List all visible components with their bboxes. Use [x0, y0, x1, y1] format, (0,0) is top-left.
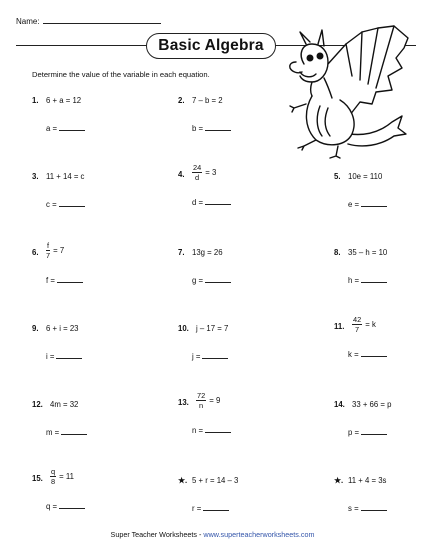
- fraction: [50, 468, 56, 486]
- problem-number: 15.: [32, 474, 43, 483]
- denominator: d: [195, 173, 200, 183]
- equation: 13g = 26: [192, 248, 223, 257]
- answer-blank[interactable]: [361, 503, 387, 511]
- equation: 6 + a = 12: [46, 96, 82, 105]
- answer-label: h =: [348, 276, 360, 285]
- numerator: q: [51, 467, 56, 476]
- answer-line[interactable]: [46, 427, 87, 437]
- answer-blank[interactable]: [57, 275, 83, 283]
- answer-line[interactable]: [46, 501, 85, 511]
- answer-label: p =: [348, 428, 360, 437]
- name-blank[interactable]: [43, 15, 161, 24]
- answer-line[interactable]: [192, 197, 231, 207]
- answer-blank[interactable]: [205, 197, 231, 205]
- equation-rest: = 11: [59, 471, 74, 481]
- equation-rest: = 9: [209, 395, 221, 405]
- answer-label: i =: [46, 352, 55, 361]
- answer-label: m =: [46, 428, 60, 437]
- answer-label: f =: [46, 276, 55, 285]
- answer-blank[interactable]: [203, 503, 229, 511]
- dragon-illustration: [276, 24, 416, 164]
- fraction: [352, 316, 362, 334]
- equation: [50, 468, 74, 486]
- answer-line[interactable]: [348, 275, 387, 285]
- problem-number: 8.: [334, 248, 341, 257]
- denominator: 7: [46, 251, 51, 261]
- star-icon: ★.: [178, 476, 188, 485]
- numerator: 24: [193, 163, 202, 172]
- answer-blank[interactable]: [205, 123, 231, 131]
- problem-number: 2.: [178, 96, 185, 105]
- star-icon: ★.: [334, 476, 344, 485]
- answer-label: b =: [192, 124, 204, 133]
- equation: 11 + 4 = 3s: [348, 476, 387, 485]
- fraction: [196, 392, 206, 410]
- answer-line[interactable]: [46, 275, 83, 285]
- answer-line[interactable]: [46, 123, 85, 133]
- answer-blank[interactable]: [59, 501, 85, 509]
- footer-link[interactable]: www.superteacherworksheets.com: [203, 530, 315, 539]
- equation-rest: = 3: [205, 167, 217, 177]
- problem-number: 1.: [32, 96, 39, 105]
- numerator: 42: [353, 315, 362, 324]
- answer-label: e =: [348, 200, 360, 209]
- answer-label: g =: [192, 276, 204, 285]
- answer-blank[interactable]: [361, 427, 387, 435]
- equation: 4m = 32: [50, 400, 79, 409]
- equation: 5 + r = 14 – 3: [192, 476, 239, 485]
- problem-number: 13.: [178, 398, 189, 407]
- equation: 6 + i = 23: [46, 324, 79, 333]
- answer-blank[interactable]: [61, 427, 87, 435]
- equation: 11 + 14 = c: [46, 172, 85, 181]
- name-label: Name:: [16, 17, 40, 26]
- answer-blank[interactable]: [205, 425, 231, 433]
- answer-blank[interactable]: [202, 351, 228, 359]
- answer-blank[interactable]: [59, 123, 85, 131]
- denominator: 8: [51, 477, 56, 487]
- answer-label: n =: [192, 426, 204, 435]
- problem-number: 5.: [334, 172, 341, 181]
- problem-number: 6.: [32, 248, 39, 257]
- denominator: 7: [355, 325, 360, 335]
- equation: 35 – h = 10: [348, 248, 388, 257]
- problem-number: 14.: [334, 400, 345, 409]
- fraction: [192, 164, 202, 182]
- answer-label: c =: [46, 200, 57, 209]
- problem-number: 10.: [178, 324, 189, 333]
- answer-line[interactable]: [192, 275, 231, 285]
- answer-line[interactable]: [192, 351, 228, 361]
- page-title: Basic Algebra: [146, 33, 276, 59]
- equation: j – 17 = 7: [196, 324, 229, 333]
- answer-line[interactable]: [46, 199, 85, 209]
- problem-number: 4.: [178, 170, 185, 179]
- name-row: [16, 15, 161, 26]
- equation: 10e = 110: [348, 172, 383, 181]
- footer-text: Super Teacher Worksheets -: [110, 530, 204, 539]
- answer-blank[interactable]: [361, 199, 387, 207]
- answer-line[interactable]: [192, 123, 231, 133]
- answer-line[interactable]: [192, 503, 229, 513]
- equation-rest: = k: [365, 319, 376, 329]
- problem-number: 11.: [334, 322, 345, 331]
- answer-blank[interactable]: [205, 275, 231, 283]
- answer-label: r =: [192, 504, 202, 513]
- answer-label: k =: [348, 350, 359, 359]
- equation: 33 + 66 = p: [352, 400, 392, 409]
- answer-blank[interactable]: [59, 199, 85, 207]
- answer-line[interactable]: [348, 349, 387, 359]
- answer-blank[interactable]: [361, 275, 387, 283]
- answer-blank[interactable]: [361, 349, 387, 357]
- equation: [196, 392, 220, 410]
- answer-label: d =: [192, 198, 204, 207]
- problem-number: 12.: [32, 400, 43, 409]
- answer-line[interactable]: [348, 199, 387, 209]
- problem-number: 9.: [32, 324, 39, 333]
- answer-label: a =: [46, 124, 58, 133]
- equation-rest: = 7: [53, 245, 65, 255]
- answer-line[interactable]: [348, 427, 387, 437]
- denominator: n: [199, 401, 204, 411]
- equation: [352, 316, 376, 334]
- answer-blank[interactable]: [56, 351, 82, 359]
- equation: [192, 164, 216, 182]
- problem-number: 3.: [32, 172, 39, 181]
- equation: 7 – b = 2: [192, 96, 223, 105]
- answer-line[interactable]: [192, 425, 231, 435]
- numerator: f: [47, 241, 50, 250]
- problem-number: 7.: [178, 248, 185, 257]
- answer-line[interactable]: [348, 503, 387, 513]
- answer-label: s =: [348, 504, 359, 513]
- answer-label: q =: [46, 502, 58, 511]
- fraction: [46, 242, 50, 260]
- equation: [46, 242, 64, 260]
- answer-line[interactable]: [46, 351, 82, 361]
- numerator: 72: [197, 391, 206, 400]
- footer: [0, 530, 425, 539]
- instructions: Determine the value of the variable in each equation.: [32, 70, 210, 79]
- answer-label: j =: [192, 352, 201, 361]
